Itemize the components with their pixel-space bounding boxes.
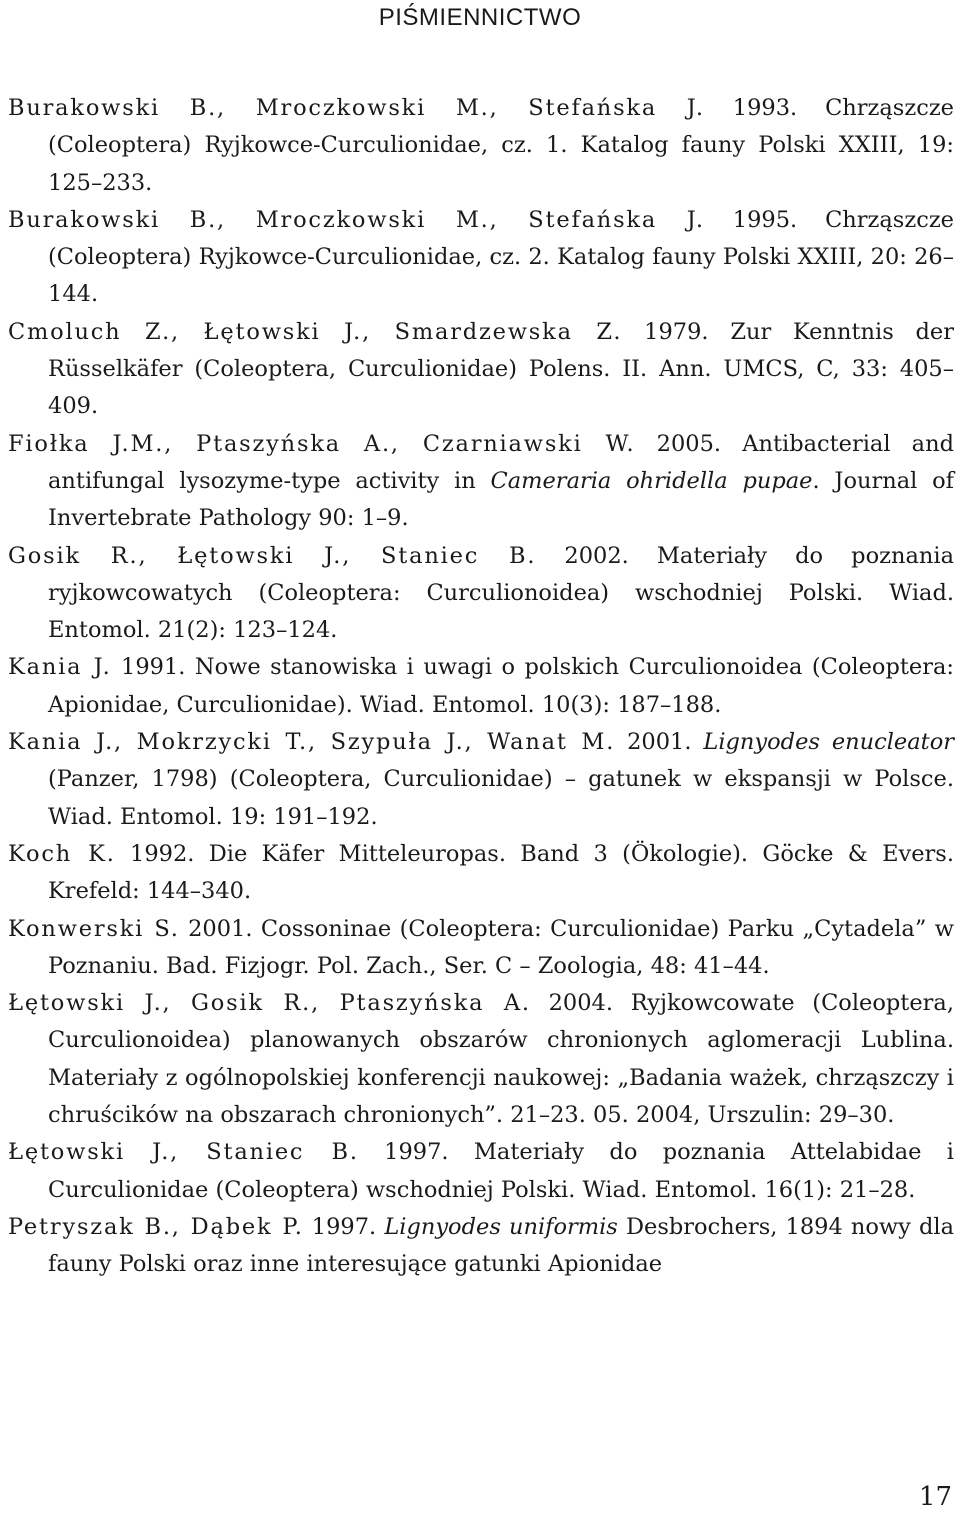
- reference-authors: Łętowski J., Staniec B.: [8, 1139, 359, 1166]
- reference-authors: Burakowski B., Mroczkowski M., Stefańska J.: [8, 95, 705, 121]
- reference-text: 1979. Zur Kenntnis der Rüsselkäfer (Coleoptera, Curculionidae) Polens. II. Ann. UMCS, C, 33: 405–409.: [48, 318, 954, 420]
- reference-text: 1992. Die Käfer Mitteleuropas. Band 3 (Ökologie). Göcke & Evers. Krefeld: 144–340.: [48, 840, 954, 905]
- reference-entry: [8, 202, 954, 314]
- reference-text: 2005. Antibacterial and antifungal lysozyme-type activity in: [48, 430, 954, 494]
- reference-text: 2001.: [615, 729, 704, 756]
- reference-text: (Panzer, 1798) (Coleoptera, Curculionidae) – gatunek w ekspansji w Polsce. Wiad. Entomol. 19: 191–192.: [48, 766, 954, 830]
- reference-text: 1993. Chrząszcze (Coleoptera) Ryjkowce-Curculionidae, cz. 1. Katalog fauny Polski XXIII, 19: 125–233.: [48, 95, 954, 196]
- reference-entry: [8, 911, 954, 986]
- reference-authors: Kania J., Mokrzycki T., Szypuła J., Wanat M.: [8, 729, 616, 756]
- reference-text: 2002. Materiały do poznania ryjkowcowatych (Coleoptera: Curculionoidea) wschodniej Polski. Wiad. Entomol. 21(2): 123–124.: [48, 542, 954, 644]
- reference-authors: Gosik R., Łętowski J., Staniec B.: [8, 542, 537, 569]
- reference-authors: Burakowski B., Mroczkowski M., Stefańska J.: [8, 206, 705, 233]
- reference-species-name: Lignyodes uniformis: [384, 1213, 618, 1240]
- reference-entry: [8, 314, 954, 426]
- reference-authors: Cmoluch Z., Łętowski J., Smardzewska Z.: [8, 318, 623, 345]
- reference-text: 1991. Nowe stanowiska i uwagi o polskich Curculionoidea (Coleoptera: Apionidae, Curculionidae). Wiad. Entomol. 10(3): 187–188.: [48, 654, 954, 718]
- reference-authors: Petryszak B., Dąbek P.: [8, 1213, 304, 1240]
- reference-text: 2004. Ryjkowcowate (Coleoptera, Curculionoidea) planowanych obszarów chronionych aglomeracji Lublina. Materiały z ogólnopolskiej konferencji naukowej: „Badania ważek, chrząszczy i chruścików na obszarach chronionych”. 21–23. 05. 2004, Urszulin: 29–30.: [48, 990, 954, 1129]
- reference-text: 1997.: [303, 1213, 385, 1240]
- page-number: 17: [918, 1482, 952, 1512]
- reference-entry: [8, 1209, 954, 1284]
- reference-authors: Konwerski S.: [8, 915, 180, 942]
- reference-list: [8, 90, 954, 1284]
- reference-authors: Kania J.: [8, 654, 112, 681]
- reference-entry: [8, 649, 954, 724]
- reference-text: 2001. Cossoninae (Coleoptera: Curculionidae) Parku „Cytadela” w Poznaniu. Bad. Fizjogr. Pol. Zach., Ser. C – Zoologia, 48: 41–44.: [48, 915, 954, 979]
- reference-authors: Fiołka J.M., Ptaszyńska A., Czarniawski W.: [8, 430, 636, 457]
- reference-text: Desbrochers, 1894 nowy dla fauny Polski oraz inne interesujące gatunki Apionidae: [48, 1213, 955, 1278]
- reference-species-name: Lignyodes enucleator: [703, 729, 955, 756]
- reference-entry: [8, 724, 954, 836]
- reference-text: 1997. Materiały do poznania Attelabidae i Curculionidae (Coleoptera) wschodniej Polski. Wiad. Entomol. 16(1): 21–28.: [48, 1139, 955, 1203]
- reference-entry: [8, 985, 954, 1134]
- reference-entry: [8, 90, 954, 202]
- reference-entry: [8, 538, 954, 650]
- section-heading: PIŚMIENNICTWO: [378, 4, 582, 31]
- reference-text: 1995. Chrząszcze (Coleoptera) Ryjkowce-Curculionidae, cz. 2. Katalog fauny Polski XXIII, 20: 26–144.: [48, 206, 954, 308]
- reference-entry: [8, 1134, 954, 1209]
- reference-authors: Koch K.: [8, 840, 116, 867]
- reference-entry: [8, 836, 954, 911]
- reference-species-name: Cameraria ohridella pupae: [490, 467, 813, 494]
- reference-authors: Łętowski J., Gosik R., Ptaszyńska A.: [8, 990, 531, 1017]
- reference-entry: [8, 426, 954, 538]
- reference-text: . Journal of Invertebrate Pathology 90: 1–9.: [48, 467, 955, 532]
